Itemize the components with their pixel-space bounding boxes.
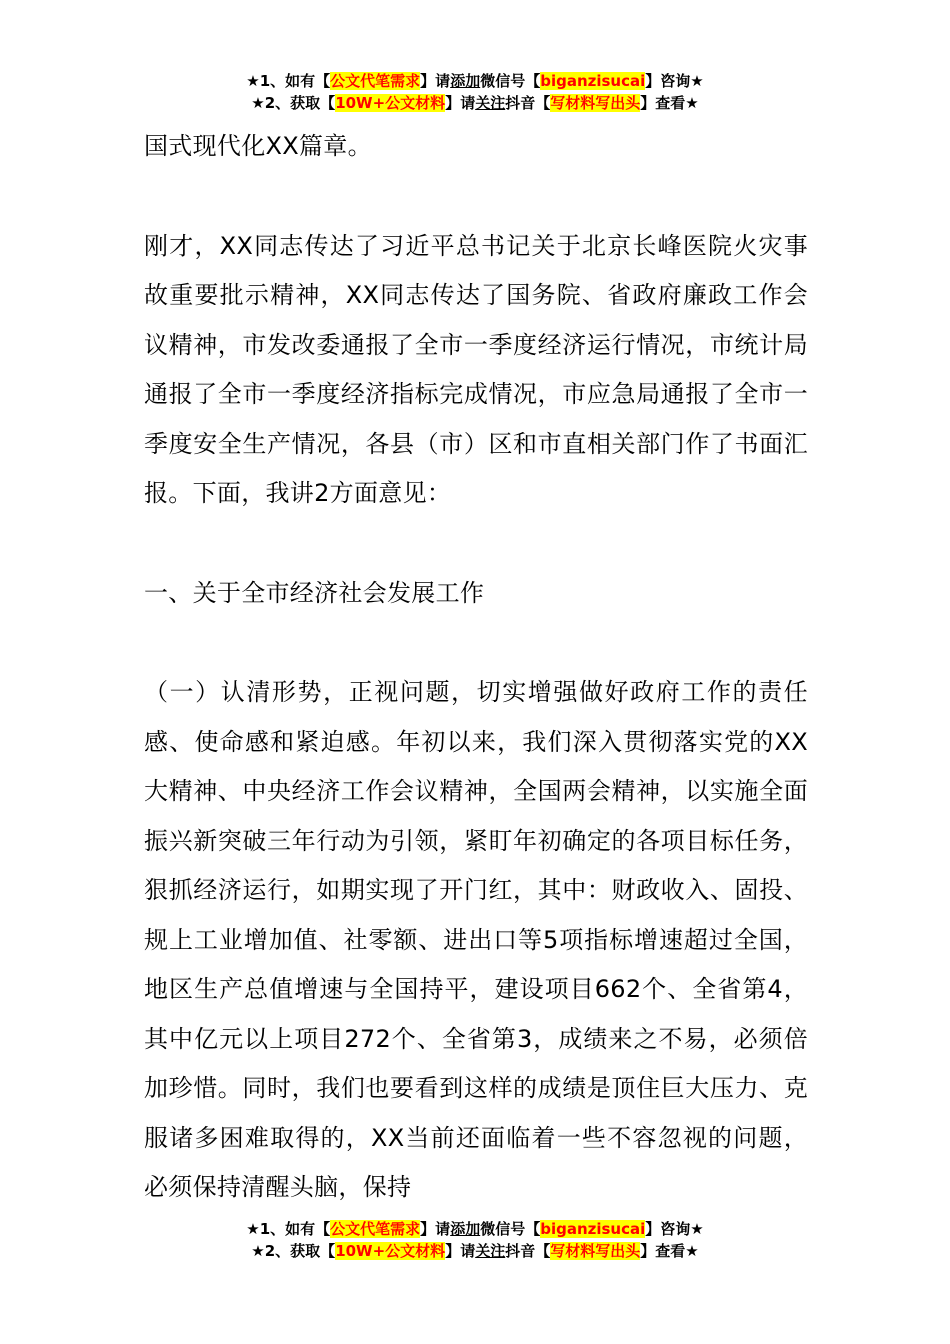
banner-text: 】查看★ (640, 94, 699, 112)
highlight-text: 写材料写出头 (550, 94, 641, 112)
underlined-text: 关注 (475, 94, 506, 112)
section-heading: 一、关于全市经济社会发展工作 (144, 578, 485, 607)
footer-banner (0, 1218, 950, 1262)
highlight-text: biganzisucai (540, 72, 646, 90)
banner-text: 微信号【 (480, 1220, 541, 1238)
banner-text: 】请 (445, 1242, 476, 1260)
highlight-text: 公文代笔需求 (330, 1220, 421, 1238)
highlight-text: biganzisucai (540, 1220, 646, 1238)
underlined-text: 关注 (475, 1242, 506, 1260)
banner-line-2 (0, 92, 950, 114)
banner-line-1 (0, 1218, 950, 1240)
banner-text: 】请 (420, 1220, 451, 1238)
underlined-text: 添加 (450, 72, 481, 90)
banner-text: 】请 (445, 94, 476, 112)
banner-text: ★2、获取【 (251, 1242, 336, 1260)
banner-text: ★1、如有【 (246, 1220, 331, 1238)
highlight-text: 公文代笔需求 (330, 72, 421, 90)
highlight-text: 10W+公文材料 (335, 94, 446, 112)
banner-text: 】查看★ (640, 1242, 699, 1260)
banner-text: 】咨询★ (645, 72, 704, 90)
underlined-text: 添加 (450, 1220, 481, 1238)
banner-text: 抖音【 (505, 94, 551, 112)
paragraph-continuation: 国式现代化XX篇章。 (144, 132, 372, 160)
banner-text: 抖音【 (505, 1242, 551, 1260)
banner-text: ★1、如有【 (246, 72, 331, 90)
banner-text: 】请 (420, 72, 451, 90)
paragraph-subsection-1: （一）认清形势，正视问题，切实增强做好政府工作的责任感、使命感和紧迫感。年初以来，我们深入贯彻落实党的XX大精神、中央经济工作会议精神，全国两会精神，以实施全面振兴新突破三年行动为引领，紧盯年初确定的各项目标任务，狠抓经济运行，如期实现了开门红，其中：财政收入、固投、规上工业增加值、社零额、进出口等5项指标增速超过全国，地区生产总值增速与全国持平，建设项目662个、全省第4，其中亿元以上项目272个、全省第3，成绩来之不易，必须倍加珍惜。同时，我们也要看到这样的成绩是顶住巨大压力、克服诸多困难取得的，XX当前还面临着一些不容忽视的问题，必须保持清醒头脑，保持 (144, 678, 808, 1201)
header-banner (0, 70, 950, 114)
banner-text: ★2、获取【 (251, 94, 336, 112)
highlight-text: 写材料写出头 (550, 1242, 641, 1260)
paragraph-intro: 刚才，XX同志传达了习近平总书记关于北京长峰医院火灾事故重要批示精神，XX同志传达了国务院、省政府廉政工作会议精神，市发改委通报了全市一季度经济运行情况，市统计局通报了全市一季度经济指标完成情况，市应急局通报了全市一季度安全生产情况，各县（市）区和市直相关部门作了书面汇报。下面，我讲2方面意见： (144, 231, 808, 507)
document-body (144, 122, 808, 1213)
banner-text: 】咨询★ (645, 1220, 704, 1238)
banner-text: 微信号【 (480, 72, 541, 90)
banner-line-1 (0, 70, 950, 92)
banner-line-2 (0, 1240, 950, 1262)
highlight-text: 10W+公文材料 (335, 1242, 446, 1260)
